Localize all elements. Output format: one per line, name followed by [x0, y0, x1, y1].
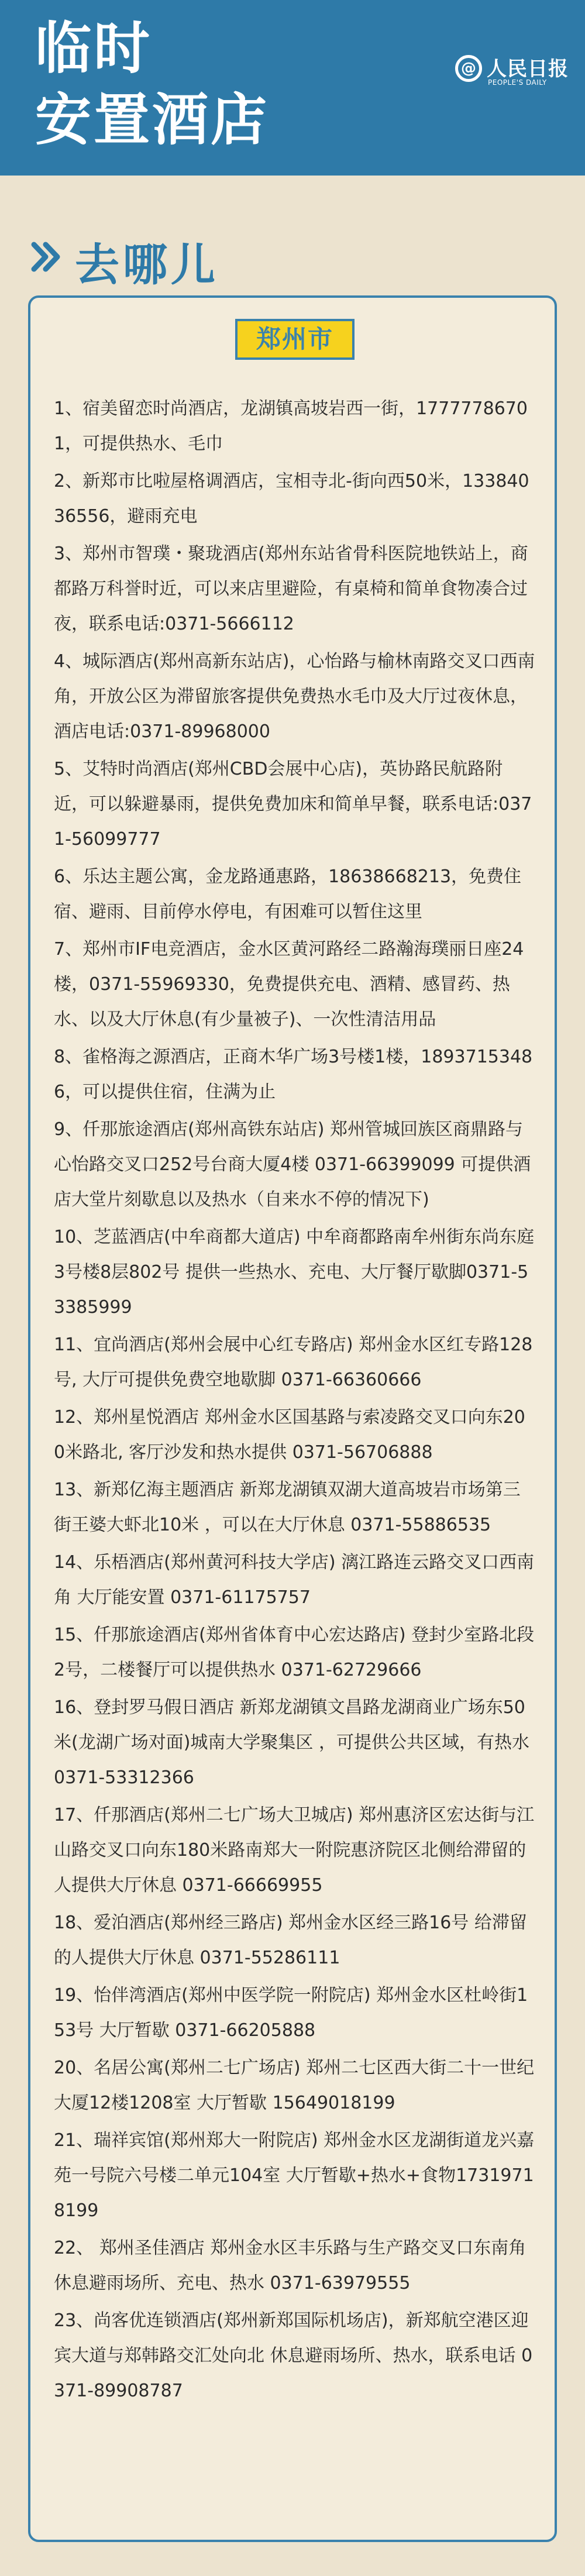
hotel-list-item: 15、仟那旅途酒店(郑州省体育中心宏达路店) 登封少室路北段2号，二楼餐厅可以提供热水 0371-62729666 — [54, 1625, 535, 1680]
hotel-list-item: 6、乐达主题公寓，金龙路通惠路，18638668213，免费住宿、避雨、目前停水停电，有困难可以暂住这里 — [54, 866, 522, 922]
hotel-list-item: 23、尚客优连锁酒店(郑州新郑国际机场店)，新郑航空港区迎宾大道与郑韩路交汇处向北 休息避雨场所、热水，联系电话 0371-89908787 — [54, 2310, 533, 2401]
hotel-list-item: 10、芝蓝酒店(中牟商都大道店) 中牟商都路南牟州街东尚东庭3号楼8层802号 提供一些热水、充电、大厅餐厅歇脚0371-53385999 — [54, 1227, 535, 1318]
hotel-list-item: 20、名居公寓(郑州二七广场店) 郑州二七区西大街二十一世纪大厦12楼1208室 大厅暂歇 15649018199 — [54, 2058, 535, 2113]
city-badge: 郑州市 — [235, 319, 355, 360]
hotel-list-item: 5、艾特时尚酒店(郑州CBD会展中心店)，英协路民航路附近，可以躲避暴雨，提供免费加床和简单早餐，联系电话:0371-56099777 — [54, 759, 532, 850]
hotel-list-item: 18、爱泊酒店(郑州经三路店) 郑州金水区经三路16号 给滞留的人提供大厅休息 0371-55286111 — [54, 1913, 527, 1968]
hotel-list-item: 19、怡伴湾酒店(郑州中医学院一附院店) 郑州金水区杜岭街153号 大厅暂歇 0371-66205888 — [54, 1985, 528, 2041]
logo-english: PEOPLE'S DAILY — [488, 78, 547, 87]
hotel-list-item: 11、宜尚酒店(郑州会展中心红专路店) 郑州金水区红专路128号, 大厅可提供免费空地歇脚 0371-66360666 — [54, 1335, 533, 1390]
title-line-2: 安置酒店 — [35, 87, 269, 153]
hotel-list-item: 7、郑州市IF电竞酒店，金水区黄河路经二路瀚海璞丽日座24楼，0371-55969330，免费提供充电、酒精、感冒药、热水、以及大厅休息(有少量被子)、一次性清洁用品 — [54, 939, 524, 1030]
hotel-list-item: 12、郑州星悦酒店 郑州金水区国基路与索凌路交叉口向东200米路北, 客厅沙发和热水提供 0371-56706888 — [54, 1407, 525, 1463]
title-line-1: 临时 — [35, 16, 152, 81]
hotel-list — [54, 391, 536, 2411]
hotel-list-item: 21、瑞祥宾馆(郑州郑大一附院店) 郑州金水区龙湖街道龙兴嘉苑一号院六号楼二单元104室 大厅暂歇+热水+食物17319718199 — [54, 2130, 535, 2221]
header-banner — [0, 0, 585, 176]
hotel-list-item: 9、仟那旅途酒店(郑州高铁东站店) 郑州管城回族区商鼎路与心怡路交叉口252号台商大厦4楼 0371-66399099 可提供酒店大堂片刻歇息以及热水（自来水不停的情况下) — [54, 1119, 531, 1210]
hotel-list-item: 8、雀格海之源酒店，正商木华广场3号楼1楼，18937153486，可以提供住宿，住满为止 — [54, 1047, 533, 1102]
hotel-list-item: 2、新郑市比啦屋格调酒店，宝相寺北-街向西50米，13384036556，避雨充电 — [54, 471, 529, 527]
section-title: 去哪儿 — [75, 239, 219, 291]
hotel-list-item: 14、乐梧酒店(郑州黄河科技大学店) 漓江路连云路交叉口西南角 大厅能安置 0371-61175757 — [54, 1552, 535, 1608]
hotel-list-item: 1、宿美留恋时尚酒店，龙湖镇高坡岩西一街，17777786701，可提供热水、毛巾 — [54, 398, 528, 454]
hotel-list-panel — [28, 295, 557, 2542]
double-chevron-icon — [30, 241, 62, 273]
hotel-list-item: 13、新郑亿海主题酒店 新郑龙湖镇双湖大道高坡岩市场第三街王婆大虾北10米 ，可以在大厅休息 0371-55886535 — [54, 1480, 521, 1535]
at-logo-icon: @ — [455, 55, 482, 82]
section-heading — [30, 223, 323, 291]
hotel-list-item: 3、郑州市智璞・聚珑酒店(郑州东站省骨科医院地铁站上，商都路万科誉时近，可以来店里避险，有桌椅和简单食物凑合过夜，联系电话:0371-5666112 — [54, 544, 528, 634]
hotel-list-item: 17、仟那酒店(郑州二七广场大卫城店) 郑州惠济区宏达街与江山路交叉口向东180米路南郑大一附院惠济院区北侧给滞留的人提供大厅休息 0371-66669955 — [54, 1805, 535, 1896]
peoples-daily-logo — [455, 51, 572, 92]
hotel-list-item: 22、 郑州圣佳酒店 郑州金水区丰乐路与生产路交叉口东南角 休息避雨场所、充电、热水 0371-63979555 — [54, 2238, 526, 2293]
hotel-list-item: 16、登封罗马假日酒店 新郑龙湖镇文昌路龙湖商业广场东50米(龙湖广场对面)城南大学聚集区 ，可提供公共区域，有热水 0371-53312366 — [54, 1697, 529, 1788]
hotel-list-item: 4、城际酒店(郑州高新东站店)，心怡路与榆林南路交叉口西南角，开放公区为滞留旅客提供免费热水毛巾及大厅过夜休息，酒店电话:0371-89968000 — [54, 651, 535, 742]
logo-name: 人民日报 — [487, 57, 569, 81]
